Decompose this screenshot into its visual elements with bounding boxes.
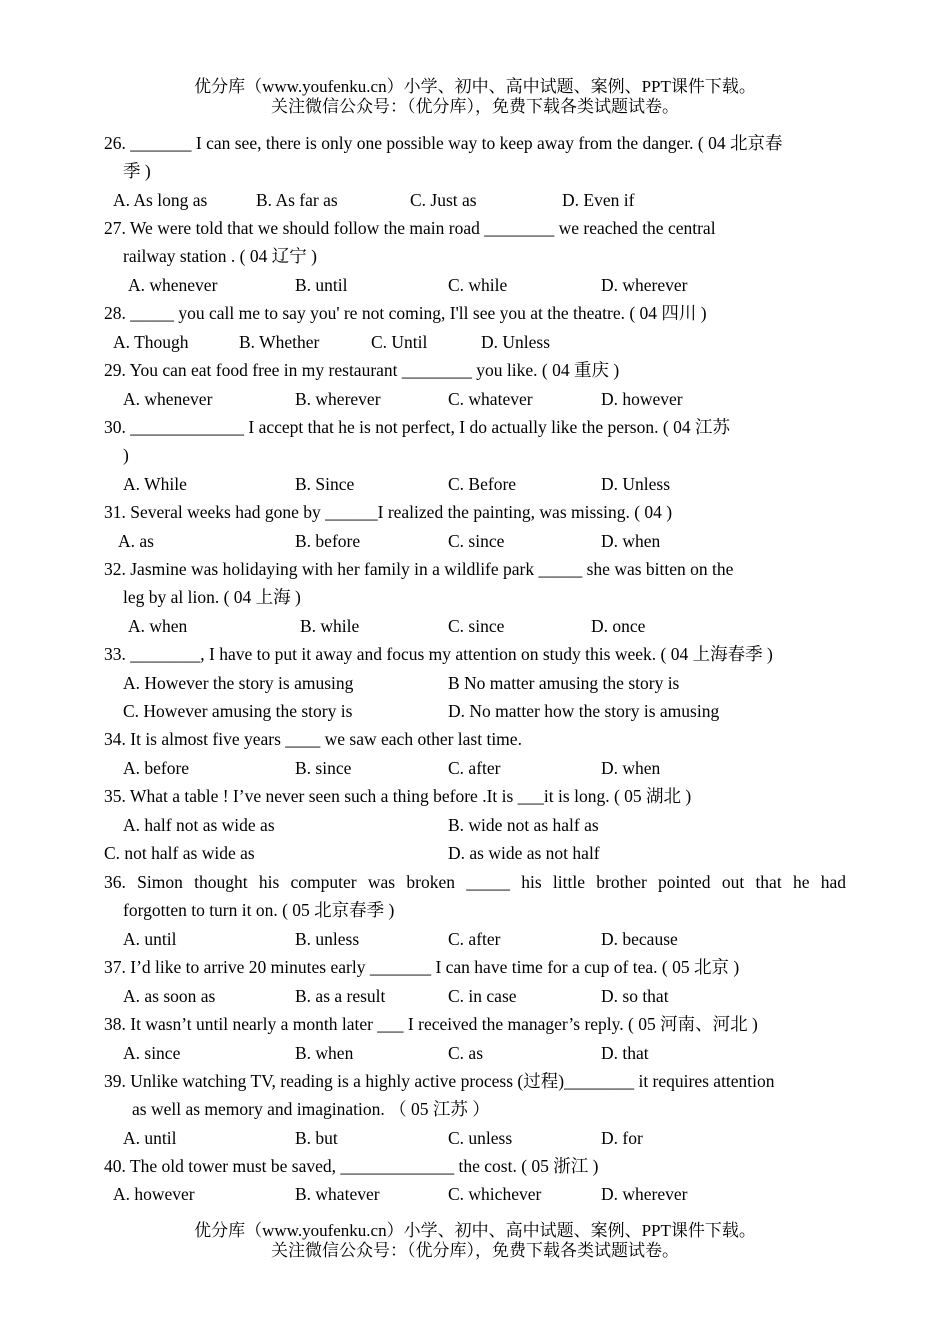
q31-option-d: D. when [601,531,661,551]
q36-option-d: D. because [601,929,678,949]
q35-stem-line-1: 35. What a table ! I’ve never seen such a thing before .It is ___it is long. ( 05 湖北 ) [104,786,692,806]
q30-option-c: C. Before [448,474,517,494]
q29-option-b: B. wherever [295,389,381,409]
q36-stem-line-2: forgotten to turn it on. ( 05 北京春季 ) [123,900,395,920]
q35-option-c: C. not half as wide as [104,843,255,863]
q34-option-b: B. since [295,758,352,778]
header-line-1: 优分库（www.youfenku.cn）小学、初中、高中试题、案例、PPT课件下载。 [194,77,756,96]
q30-stem-line-2: ) [123,445,129,465]
q37-option-a: A. as soon as [123,986,216,1006]
q37-option-c: C. in case [448,986,517,1006]
q38-option-d: D. that [601,1043,649,1063]
q35-option-d: D. as wide as not half [448,843,600,863]
q36-option-a: A. until [123,929,177,949]
q39-option-b: B. but [295,1128,338,1148]
q34-option-d: D. when [601,758,661,778]
q27-option-b: B. until [295,275,348,295]
q34-option-c: C. after [448,758,501,778]
q40-option-d: D. wherever [601,1184,688,1204]
q27-stem-line-1: 27. We were told that we should follow the main road ________ we reached the central [104,218,716,238]
q26-stem-line-2: 季 ) [123,161,151,181]
q33-option-b: B No matter amusing the story is [448,673,680,693]
q31-stem-line-1: 31. Several weeks had gone by ______I realized the painting, was missing. ( 04 ) [104,502,673,522]
q29-option-a: A. whenever [123,389,213,409]
q27-stem-line-2: railway station . ( 04 辽宁 ) [123,246,317,266]
q40-option-c: C. whichever [448,1184,542,1204]
q39-option-d: D. for [601,1128,643,1148]
q29-option-c: C. whatever [448,389,533,409]
q36-option-c: C. after [448,929,501,949]
q30-option-b: B. Since [295,474,355,494]
q28-option-d: D. Unless [481,332,551,352]
q39-stem-line-1: 39. Unlike watching TV, reading is a highly active process (过程)________ it requires attention [104,1071,775,1091]
q36-option-b: B. unless [295,929,360,949]
q32-option-b: B. while [300,616,360,636]
q26-option-c: C. Just as [410,190,477,210]
q33-option-a: A. However the story is amusing [123,673,354,693]
q29-stem-line-1: 29. You can eat food free in my restaurant ________ you like. ( 04 重庆 ) [104,360,620,380]
q33-stem-line-1: 33. ________, I have to put it away and focus my attention on study this week. ( 04 上海春季 ) [104,644,773,664]
q33-option-c: C. However amusing the story is [123,701,353,721]
q35-option-a: A. half not as wide as [123,815,275,835]
q39-stem-line-2: as well as memory and imagination. （ 05 江苏 ） [132,1099,490,1119]
q30-stem-line-1: 30. _____________ I accept that he is not perfect, I do actually like the person. ( 04 江苏 [104,417,730,437]
q34-stem-line-1: 34. It is almost five years ____ we saw each other last time. [104,729,522,749]
q35-option-b: B. wide not as half as [448,815,599,835]
q32-option-a: A. when [128,616,188,636]
q40-option-a: A. however [113,1184,195,1204]
q28-option-a: A. Though [113,332,189,352]
q30-option-a: A. While [123,474,187,494]
q34-option-a: A. before [123,758,190,778]
q38-option-c: C. as [448,1043,483,1063]
q29-option-d: D. however [601,389,683,409]
q32-stem-line-1: 32. Jasmine was holidaying with her family in a wildlife park _____ she was bitten on the [104,559,734,579]
q39-option-c: C. unless [448,1128,513,1148]
q38-stem-line-1: 38. It wasn’t until nearly a month later ___ I received the manager’s reply. ( 05 河南、河北 ) [104,1014,758,1034]
q28-option-b: B. Whether [239,332,320,352]
footer-line-1: 优分库（www.youfenku.cn）小学、初中、高中试题、案例、PPT课件下载。 [194,1221,756,1240]
q28-option-c: C. Until [371,332,428,352]
q27-option-d: D. wherever [601,275,688,295]
q38-option-a: A. since [123,1043,181,1063]
header-line-2: 关注微信公众号：（优分库），免费下载各类试题试卷。 [271,97,679,116]
q37-option-d: D. so that [601,986,669,1006]
q40-option-b: B. whatever [295,1184,380,1204]
q32-stem-line-2: leg by al lion. ( 04 上海 ) [123,587,301,607]
q31-option-c: C. since [448,531,505,551]
q27-option-c: C. while [448,275,508,295]
q37-stem-line-1: 37. I’d like to arrive 20 minutes early _______ I can have time for a cup of tea. ( 05 北京 ) [104,957,740,977]
q26-option-a: A. As long as [113,190,208,210]
q26-option-d: D. Even if [562,190,635,210]
footer-line-2: 关注微信公众号：（优分库），免费下载各类试题试卷。 [271,1241,679,1260]
q39-option-a: A. until [123,1128,177,1148]
q33-option-d: D. No matter how the story is amusing [448,701,720,721]
q40-stem-line-1: 40. The old tower must be saved, _____________ the cost. ( 05 浙江 ) [104,1156,599,1176]
q38-option-b: B. when [295,1043,354,1063]
q26-stem-line-1: 26. _______ I can see, there is only one possible way to keep away from the danger. ( 04 北京春 [104,133,783,153]
q36-stem-line-1: 36. Simon thought his computer was broken _____ his little brother pointed out that he had [104,872,846,892]
q28-stem-line-1: 28. _____ you call me to say you' re not coming, I'll see you at the theatre. ( 04 四川 ) [104,303,707,323]
q27-option-a: A. whenever [128,275,218,295]
q30-option-d: D. Unless [601,474,671,494]
q32-option-c: C. since [448,616,505,636]
q31-option-b: B. before [295,531,361,551]
q26-option-b: B. As far as [256,190,338,210]
q31-option-a: A. as [118,531,154,551]
q37-option-b: B. as a result [295,986,386,1006]
q32-option-d: D. once [591,616,646,636]
